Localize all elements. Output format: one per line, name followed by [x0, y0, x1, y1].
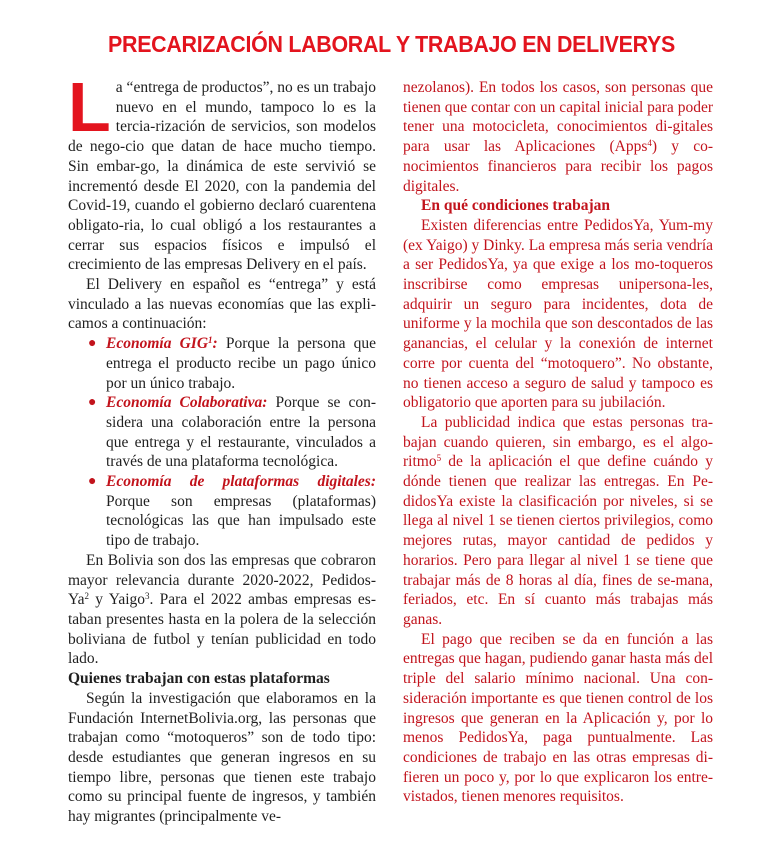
algorithm-paragraph: La publicidad indica que estas personas tra-bajan cuando quieren, sin embargo, es el algo-ritmo$^5$ de la aplicación el que define cuándo y dónde tienen que realizar las entregas. En Pe-didosYa existe la clasificación por niveles, si se llega al nivel 1 se tienen ciertos privilegios, como mejores rutas, mayor cantidad de pedidos y horarios. Pero para llegar al nivel 1 se tiene que trabajar más de 8 horas al día, fines de se-mana, feriados, etc. En sí cuanto más trabajas más ganas.: [403, 413, 713, 628]
right-column: [403, 78, 713, 807]
payment-paragraph: El pago que reciben se da en función a las entregas que hagan, pudiendo ganar hasta más del triple del salario mínimo nacional. Una con-sideración importante es que tienen control de los ingresos que generan en la Aplicación y, por lo menos PedidosYa, paga puntualmente. Las condiciones de trabajo en las otras empresas di-fieren un poco y, por lo que explicaron los entre-vistados, tienen menores requisitos.: [403, 630, 713, 806]
list-item: [88, 393, 376, 472]
bolivia-paragraph: En Bolivia son dos las empresas que cobraron mayor relevancia durante 2020-2022, Pedidos-Ya$^2$ y Yaigo$^3$. Para el 2022 ambas empresas es-taban presentes hasta en la polera de la selección boliviana de futbol y tenían publicidad en todo lado.: [68, 551, 376, 668]
list-term: Economía de plataformas digitales:: [106, 473, 376, 491]
bullet-icon: ●: [88, 336, 97, 352]
list-text: Porque son empresas (plataformas) tecnológicas las que han impulsado este tipo de trabajo.: [106, 492, 376, 550]
list-term: Economía GIG$^1$:: [106, 335, 218, 353]
economies-list: [68, 334, 376, 551]
research-paragraph: Según la investigación que elaboramos en la Fundación InternetBolivia.org, las personas que trabajan como “motoqueros” son de todo tipo: desde estudiantes que generan ingresos en su tiempo libre, personas que tienen este trabajo como su principal fuente de ingresos, y también hay migrantes (principalmente ve-: [68, 689, 376, 826]
section-heading: En qué condiciones trabajan: [421, 197, 611, 215]
section-heading: Quienes trabajan con estas plataformas: [68, 670, 330, 688]
differences-paragraph: Existen diferencias entre PedidosYa, Yum-my (ex Yaigo) y Dinky. La empresa más seria vendría a ser PedidosYa, ya que exige a los mo-toqueros inscribirse como empresas unipersona-les, adquirir un seguro para incidentes, dota de uniforme y la mochila que son descontados de las ganancias, el celular y la conexión de internet corre por cuenta del “motoquero”. No obstante, no tienen acceso a seguro de salud y tampoco es obligatorio que aporten para su jubilación.: [403, 216, 713, 412]
list-item: [88, 334, 376, 393]
drop-cap: L: [68, 68, 111, 146]
continued-paragraph: nezolanos). En todos los casos, son personas que tienen que contar con un capital inicial para poder tener una motocicleta, conocimientos di-gitales para usar las Aplicaciones (Apps$^4$) y co-nocimientos financieros para recibir los pagos digitales.: [403, 79, 713, 195]
list-item: [88, 472, 376, 551]
intro-text: a “entrega de productos”, no es un trabajo nuevo en el mundo, tampoco lo es la tercia-rización de servicios, son modelos de nego-cio que datan de hace mucho tiempo. Sin embar-go, la dinámica de este servivió se incrementó desde El 2020, con la pandemia del Covid-19, cuando el gobierno declaró cuarentena obligato-ria, lo cual obligó a los restaurantes a cerrar sus espacios físicos e impulsó el crecimiento de las empresas Delivery en el país.: [68, 79, 376, 274]
page-title: PRECARIZACIÓN LABORAL Y TRABAJO EN DELIVERYS: [108, 31, 675, 57]
intro-paragraph: [68, 68, 376, 275]
delivery-paragraph: El Delivery en español es “entrega” y está vinculado a las nuevas economías que las expli-camos a continuación:: [68, 276, 376, 333]
list-text: Porque la persona que entrega el producto recibe un pago único por un único trabajo.: [106, 335, 376, 392]
bullet-icon: ●: [88, 395, 97, 411]
list-term: Economía Colaborativa:: [106, 394, 268, 412]
bullet-icon: ●: [88, 474, 97, 490]
left-column: [68, 68, 376, 827]
list-text: Porque se con-sidera una colaboración entre la persona que entrega y el restaurante, vinculados a través de una plataforma tecnológica.: [106, 394, 376, 471]
